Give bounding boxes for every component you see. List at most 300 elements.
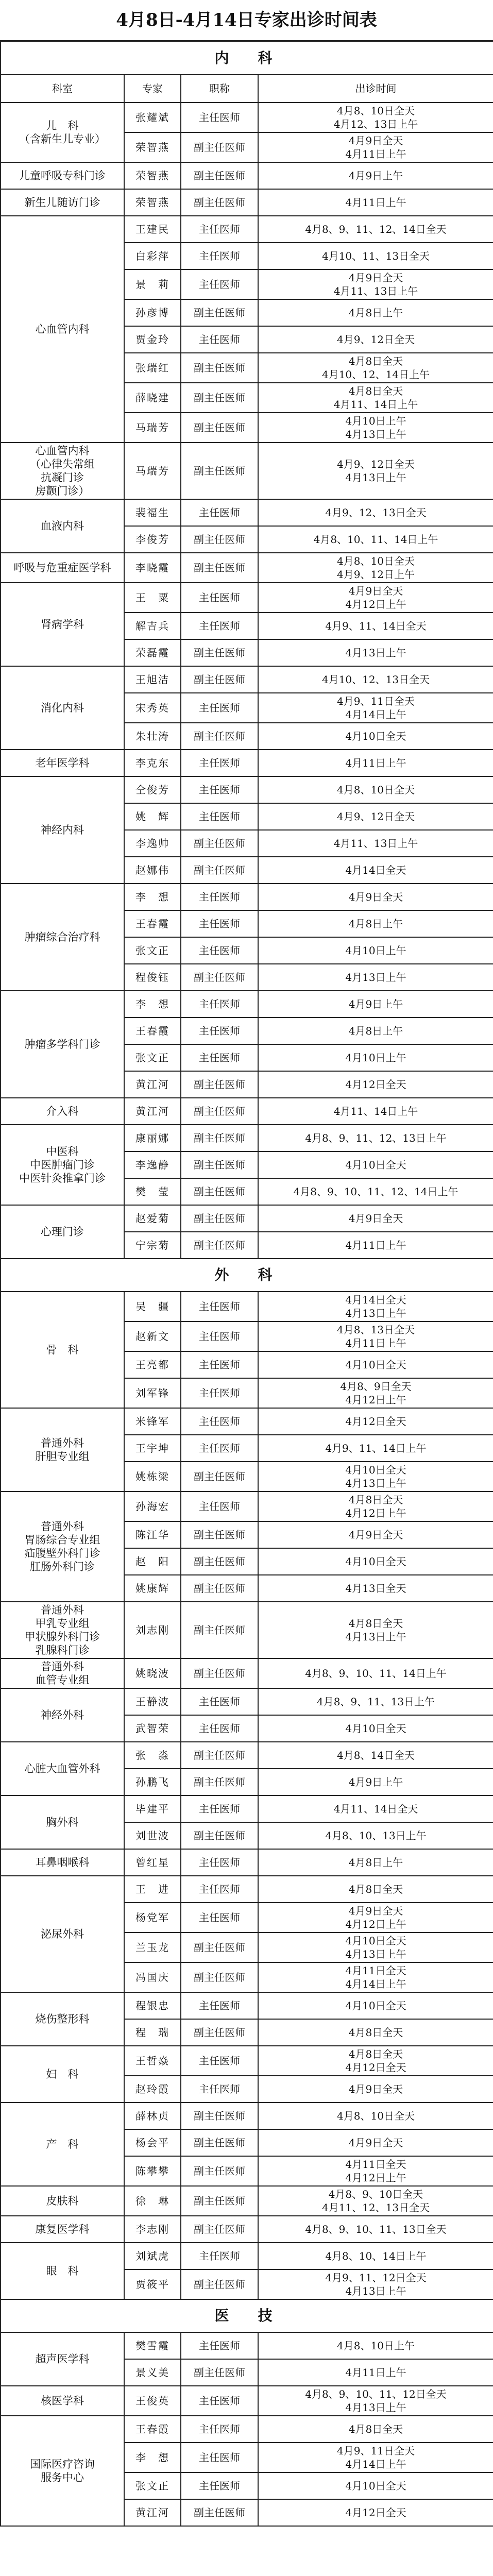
doctor-title: 主任医师 [181,1492,258,1521]
dept-cell: 肾病学科 [1,583,124,666]
schedule-row [1,499,493,526]
doctor-name: 马瑞芳 [124,443,181,499]
clinic-time: 4月8日上午 [258,299,493,326]
clinic-time: 4月9日上午 [258,162,493,189]
doctor-title: 主任医师 [181,269,258,299]
clinic-time: 4月12日全天 [258,2499,493,2526]
doctor-name: 孙海宏 [124,1492,181,1521]
dept-cell: 康复医学科 [1,2216,124,2243]
doctor-title: 副主任医师 [181,1822,258,1849]
schedule-row [1,2216,493,2243]
clinic-time: 4月10日全天 [258,1992,493,2019]
clinic-time: 4月8、9、11、12、14日全天 [258,216,493,243]
doctor-name: 赵玲霞 [124,2076,181,2103]
clinic-time: 4月11、14日全天 [258,1795,493,1822]
schedule-row [1,884,493,910]
doctor-name: 刘斌虎 [124,2243,181,2269]
clinic-time: 4月9、11、12日全天 4月13日上午 [258,2269,493,2299]
doctor-title: 主任医师 [181,1903,258,1933]
clinic-time: 4月8日全天 [258,1876,493,1903]
doctor-name: 李克东 [124,750,181,776]
schedule-row [1,2046,493,2076]
doctor-name: 王宇坤 [124,1435,181,1462]
clinic-time: 4月12日全天 [258,1408,493,1435]
doctor-name: 毕建平 [124,1795,181,1822]
doctor-name: 荣磊霞 [124,639,181,666]
doctor-name: 兰玉龙 [124,1933,181,1962]
doctor-title: 主任医师 [181,2472,258,2499]
clinic-time: 4月9、12、13日全天 [258,499,493,526]
doctor-title: 主任医师 [181,750,258,776]
doctor-title: 副主任医师 [181,723,258,750]
doctor-title: 副主任医师 [181,383,258,413]
doctor-name: 贾金玲 [124,326,181,353]
doctor-name: 王 粟 [124,583,181,613]
doctor-title: 副主任医师 [181,1933,258,1962]
doctor-title: 副主任医师 [181,1071,258,1098]
column-header-row [1,75,493,103]
schedule-table [0,41,493,2527]
doctor-title: 主任医师 [181,1018,258,1044]
doctor-name: 薛林贞 [124,2103,181,2129]
dept-cell: 心理门诊 [1,1205,124,1259]
dept-cell: 呼吸与危重症医学科 [1,553,124,583]
dept-cell: 国际医疗咨询 服务中心 [1,2416,124,2526]
schedule-row [1,1602,493,1658]
clinic-time: 4月9、11日全天 4月14日上午 [258,2443,493,2472]
dept-cell: 心脏大血管外科 [1,1742,124,1795]
doctor-name: 康丽娜 [124,1125,181,1151]
schedule-row [1,553,493,583]
dept-cell: 肿瘤多学科门诊 [1,991,124,1098]
dept-cell: 胸外科 [1,1795,124,1849]
section-title: 外 科 [1,1259,493,1292]
doctor-title: 主任医师 [181,1715,258,1742]
doctor-title: 副主任医师 [181,964,258,991]
clinic-time: 4月10、12、13日全天 [258,666,493,693]
clinic-time: 4月13日上午 [258,639,493,666]
doctor-name: 黄江河 [124,1098,181,1125]
doctor-title: 副主任医师 [181,553,258,583]
clinic-time: 4月8、9、10日全天 4月11、12、13日全天 [258,2186,493,2216]
doctor-name: 赵 阳 [124,1548,181,1575]
doctor-title: 副主任医师 [181,299,258,326]
doctor-name: 仝俊芳 [124,776,181,803]
doctor-title: 副主任医师 [181,2216,258,2243]
doctor-title: 主任医师 [181,2046,258,2076]
doctor-name: 姚康辉 [124,1575,181,1602]
doctor-name: 王静波 [124,1688,181,1715]
clinic-time: 4月8日上午 [258,910,493,937]
clinic-time: 4月9日全天 4月11日上午 [258,132,493,162]
dept-cell: 妇 科 [1,2046,124,2103]
schedule-row [1,2386,493,2416]
doctor-title: 主任医师 [181,910,258,937]
doctor-name: 王亮都 [124,1351,181,1378]
clinic-time: 4月8、9、10、11、14日上午 [258,1658,493,1688]
doctor-title: 副主任医师 [181,1125,258,1151]
clinic-time: 4月11、13日上午 [258,830,493,857]
clinic-time: 4月8、9、11、12、13日上午 [258,1125,493,1151]
clinic-time: 4月11日上午 [258,189,493,216]
doctor-title: 主任医师 [181,1876,258,1903]
doctor-title: 副主任医师 [181,830,258,857]
clinic-time: 4月8、10日全天 4月9、12日上午 [258,553,493,583]
doctor-title: 主任医师 [181,803,258,830]
doctor-name: 解吉兵 [124,613,181,639]
doctor-title: 主任医师 [181,1378,258,1408]
clinic-time: 4月8、9、10、11、12、14日上午 [258,1178,493,1205]
doctor-title: 主任医师 [181,2076,258,2103]
doctor-title: 主任医师 [181,216,258,243]
schedule-row [1,1292,493,1321]
dept-cell: 烧伤整形科 [1,1992,124,2046]
doctor-title: 主任医师 [181,326,258,353]
section-title: 医 技 [1,2299,493,2332]
doctor-name: 黄江河 [124,2499,181,2526]
doctor-name: 张耀斌 [124,103,181,132]
clinic-time: 4月8日全天 [258,2019,493,2046]
clinic-time: 4月8、13日全天 4月11日上午 [258,1321,493,1351]
doctor-title: 副主任医师 [181,857,258,884]
doctor-title: 副主任医师 [181,2359,258,2386]
clinic-time: 4月11日上午 [258,2359,493,2386]
doctor-name: 宁宗菊 [124,1232,181,1259]
doctor-title: 副主任医师 [181,1521,258,1548]
dept-cell: 耳鼻咽喉科 [1,1849,124,1876]
dept-cell: 儿童呼吸专科门诊 [1,162,124,189]
dept-cell: 心血管内科 （心律失常组 抗凝门诊 房颤门诊） [1,443,124,499]
doctor-title: 主任医师 [181,1351,258,1378]
clinic-time: 4月8日全天 4月11、14日上午 [258,383,493,413]
doctor-name: 景义美 [124,2359,181,2386]
doctor-name: 王哲焱 [124,2046,181,2076]
doctor-title: 主任医师 [181,1795,258,1822]
schedule-row [1,1795,493,1822]
clinic-time: 4月8、10日全天 [258,776,493,803]
clinic-time: 4月8、10日上午 [258,2332,493,2359]
doctor-title: 主任医师 [181,499,258,526]
clinic-time: 4月9日全天 4月12日上午 [258,583,493,613]
doctor-title: 副主任医师 [181,162,258,189]
doctor-name: 贾筱平 [124,2269,181,2299]
dept-cell: 泌尿外科 [1,1876,124,1992]
doctor-name: 王 进 [124,1876,181,1903]
clinic-time: 4月11日全天 4月12日上午 [258,2156,493,2186]
doctor-name: 王旭洁 [124,666,181,693]
clinic-time: 4月8、10日全天 [258,2103,493,2129]
doctor-title: 副主任医师 [181,413,258,443]
clinic-time: 4月9日全天 [258,1521,493,1548]
clinic-time: 4月8、9日全天 4月12日上午 [258,1378,493,1408]
clinic-time: 4月8日全天 4月12日上午 [258,1492,493,1521]
schedule-row [1,2103,493,2129]
doctor-name: 樊雪霞 [124,2332,181,2359]
doctor-title: 主任医师 [181,1992,258,2019]
schedule-row [1,162,493,189]
clinic-time: 4月9日上午 [258,1769,493,1795]
doctor-name: 张文正 [124,1044,181,1071]
schedule-row [1,1125,493,1151]
dept-cell: 骨 科 [1,1292,124,1408]
schedule-row [1,189,493,216]
clinic-time: 4月10、11、13日全天 [258,243,493,269]
section-title: 内 科 [1,42,493,75]
doctor-name: 程俊钰 [124,964,181,991]
clinic-time: 4月11日上午 [258,750,493,776]
doctor-title: 副主任医师 [181,1548,258,1575]
doctor-title: 主任医师 [181,2416,258,2443]
clinic-time: 4月8日全天 4月13日上午 [258,1602,493,1658]
schedule-row [1,1688,493,1715]
doctor-name: 李逸帅 [124,830,181,857]
clinic-time: 4月10日上午 [258,937,493,964]
schedule-row [1,666,493,693]
doctor-title: 副主任医师 [181,1151,258,1178]
dept-cell: 新生儿随访门诊 [1,189,124,216]
header-title: 职称 [181,75,258,103]
schedule-row [1,1742,493,1769]
clinic-time: 4月10日全天 4月13日上午 [258,1462,493,1492]
doctor-title: 主任医师 [181,2386,258,2416]
dept-cell: 血液内科 [1,499,124,553]
doctor-name: 王春霞 [124,910,181,937]
doctor-name: 刘志刚 [124,1602,181,1658]
doctor-name: 裴福生 [124,499,181,526]
clinic-time: 4月9日全天 [258,1205,493,1232]
dept-cell: 中医科 中医肿瘤门诊 中医针灸推拿门诊 [1,1125,124,1205]
doctor-name: 陈攀攀 [124,2156,181,2186]
doctor-title: 副主任医师 [181,1962,258,1992]
doctor-name: 张文正 [124,937,181,964]
doctor-name: 吴 疆 [124,1292,181,1321]
doctor-title: 主任医师 [181,2332,258,2359]
dept-cell: 消化内科 [1,666,124,750]
doctor-title: 副主任医师 [181,1462,258,1492]
doctor-title: 副主任医师 [181,2103,258,2129]
doctor-name: 杨党军 [124,1903,181,1933]
section-header-row [1,1259,493,1292]
clinic-time: 4月10日全天 [258,2472,493,2499]
doctor-name: 薛晓建 [124,383,181,413]
header-dept: 科室 [1,75,124,103]
dept-cell: 超声医学科 [1,2332,124,2386]
clinic-time: 4月9日全天 4月12日上午 [258,1903,493,1933]
doctor-title: 主任医师 [181,1435,258,1462]
doctor-title: 副主任医师 [181,1232,258,1259]
clinic-time: 4月10日全天 4月13日上午 [258,1933,493,1962]
doctor-title: 主任医师 [181,2243,258,2269]
clinic-time: 4月13日上午 [258,964,493,991]
clinic-time: 4月8、10日全天 4月12、13日上午 [258,103,493,132]
section-header-row [1,2299,493,2332]
clinic-time: 4月10日上午 4月13日上午 [258,413,493,443]
doctor-title: 副主任医师 [181,1769,258,1795]
schedule-row [1,1876,493,1903]
doctor-title: 主任医师 [181,1688,258,1715]
doctor-title: 主任医师 [181,243,258,269]
doctor-title: 主任医师 [181,884,258,910]
doctor-name: 李志刚 [124,2216,181,2243]
clinic-time: 4月9、11、14日全天 [258,613,493,639]
doctor-name: 刘世波 [124,1822,181,1849]
doctor-name: 李 想 [124,884,181,910]
doctor-name: 白彩萍 [124,243,181,269]
clinic-time: 4月8、10、13日上午 [258,1822,493,1849]
schedule-row [1,1658,493,1688]
doctor-title: 副主任医师 [181,1602,258,1658]
clinic-time: 4月11、14日上午 [258,1098,493,1125]
doctor-name: 张 淼 [124,1742,181,1769]
dept-cell: 神经外科 [1,1688,124,1742]
dept-cell: 神经内科 [1,776,124,884]
doctor-name: 赵爱菊 [124,1205,181,1232]
clinic-time: 4月9、12日全天 [258,803,493,830]
clinic-time: 4月8、9、11、13日上午 [258,1688,493,1715]
dept-cell: 普通外科 血管专业组 [1,1658,124,1688]
doctor-name: 李 想 [124,991,181,1018]
doctor-name: 樊 莹 [124,1178,181,1205]
dept-cell: 老年医学科 [1,750,124,776]
schedule-row [1,1992,493,2019]
doctor-name: 朱壮涛 [124,723,181,750]
clinic-time: 4月9日上午 [258,991,493,1018]
schedule-row [1,216,493,243]
dept-cell: 心血管内科 [1,216,124,443]
schedule-row [1,750,493,776]
doctor-name: 赵新文 [124,1321,181,1351]
doctor-title: 副主任医师 [181,526,258,553]
clinic-time: 4月11日全天 4月14日上午 [258,1962,493,1992]
clinic-time: 4月8、9、10、11、12日全天 4月13日上午 [258,2386,493,2416]
doctor-title: 副主任医师 [181,189,258,216]
schedule-row [1,2186,493,2216]
doctor-title: 主任医师 [181,937,258,964]
doctor-title: 主任医师 [181,613,258,639]
doctor-title: 副主任医师 [181,666,258,693]
doctor-name: 荣智燕 [124,189,181,216]
doctor-title: 副主任医师 [181,2269,258,2299]
clinic-time: 4月12日全天 [258,1071,493,1098]
doctor-name: 程 瑞 [124,2019,181,2046]
doctor-title: 主任医师 [181,1044,258,1071]
clinic-time: 4月8、10、11、14日上午 [258,526,493,553]
doctor-name: 马瑞芳 [124,413,181,443]
schedule-row [1,1098,493,1125]
doctor-name: 武智荣 [124,1715,181,1742]
doctor-title: 副主任医师 [181,1742,258,1769]
doctor-name: 姚晓波 [124,1658,181,1688]
page-title: 4月8日-4月14日专家出诊时间表 [0,0,493,41]
schedule-row [1,103,493,132]
dept-cell: 普通外科 肝胆专业组 [1,1408,124,1492]
doctor-name: 赵娜伟 [124,857,181,884]
schedule-row [1,1408,493,1435]
schedule-row [1,776,493,803]
doctor-title: 主任医师 [181,693,258,723]
dept-cell: 眼 科 [1,2243,124,2299]
doctor-name: 孙彦博 [124,299,181,326]
doctor-name: 徐 琳 [124,2186,181,2216]
doctor-name: 李晓霞 [124,553,181,583]
schedule-row [1,991,493,1018]
doctor-title: 副主任医师 [181,2019,258,2046]
schedule-row [1,583,493,613]
section-header-row [1,42,493,75]
doctor-name: 王春霞 [124,2416,181,2443]
doctor-title: 主任医师 [181,1849,258,1876]
clinic-time: 4月10日全天 [258,723,493,750]
doctor-name: 刘军锋 [124,1378,181,1408]
doctor-name: 王春霞 [124,1018,181,1044]
dept-cell: 普通外科 甲乳专业组 甲状腺外科门诊 乳腺科门诊 [1,1602,124,1658]
doctor-title: 副主任医师 [181,2186,258,2216]
dept-cell: 普通外科 胃肠综合专业组 疝腹壁外科门诊 肛肠外科门诊 [1,1492,124,1602]
header-time: 出诊时间 [258,75,493,103]
schedule-row [1,2243,493,2269]
doctor-title: 副主任医师 [181,1658,258,1688]
doctor-name: 张瑞红 [124,353,181,383]
schedule-row [1,1492,493,1521]
doctor-name: 黄江河 [124,1071,181,1098]
schedule-row [1,1849,493,1876]
clinic-time: 4月11日上午 [258,1232,493,1259]
doctor-title: 副主任医师 [181,1575,258,1602]
clinic-time: 4月9日全天 [258,2076,493,2103]
doctor-name: 孙鹏飞 [124,1769,181,1795]
doctor-name: 杨会平 [124,2129,181,2156]
clinic-time: 4月14日全天 4月13日上午 [258,1292,493,1321]
doctor-name: 张文正 [124,2472,181,2499]
schedule-row [1,443,493,499]
clinic-time: 4月8日全天 [258,2416,493,2443]
clinic-time: 4月8日上午 [258,1018,493,1044]
header-doctor: 专家 [124,75,181,103]
clinic-time: 4月8日全天 4月12日全天 [258,2046,493,2076]
schedule-row [1,1205,493,1232]
clinic-time: 4月9、12日全天 4月13日上午 [258,443,493,499]
clinic-time: 4月8日上午 [258,1849,493,1876]
doctor-title: 副主任医师 [181,2129,258,2156]
doctor-name: 陈江华 [124,1521,181,1548]
doctor-name: 景 莉 [124,269,181,299]
doctor-name: 王建民 [124,216,181,243]
doctor-name: 曾红星 [124,1849,181,1876]
doctor-name: 姚栋梁 [124,1462,181,1492]
schedule-row [1,2332,493,2359]
schedule-row [1,2416,493,2443]
clinic-time: 4月13日全天 [258,1575,493,1602]
clinic-time: 4月9、12日全天 [258,326,493,353]
clinic-time: 4月9日全天 4月11、13日上午 [258,269,493,299]
doctor-title: 副主任医师 [181,639,258,666]
doctor-name: 荣智燕 [124,132,181,162]
doctor-title: 副主任医师 [181,132,258,162]
dept-cell: 介入科 [1,1098,124,1125]
doctor-name: 李逸静 [124,1151,181,1178]
doctor-name: 李 想 [124,2443,181,2472]
doctor-title: 副主任医师 [181,1178,258,1205]
doctor-name: 米锋军 [124,1408,181,1435]
doctor-title: 主任医师 [181,103,258,132]
doctor-name: 宋秀英 [124,693,181,723]
doctor-name: 荣智燕 [124,162,181,189]
clinic-time: 4月9日全天 [258,2129,493,2156]
dept-cell: 核医学科 [1,2386,124,2416]
clinic-time: 4月8、9、10、11、13日全天 [258,2216,493,2243]
doctor-title: 主任医师 [181,1321,258,1351]
doctor-title: 主任医师 [181,583,258,613]
